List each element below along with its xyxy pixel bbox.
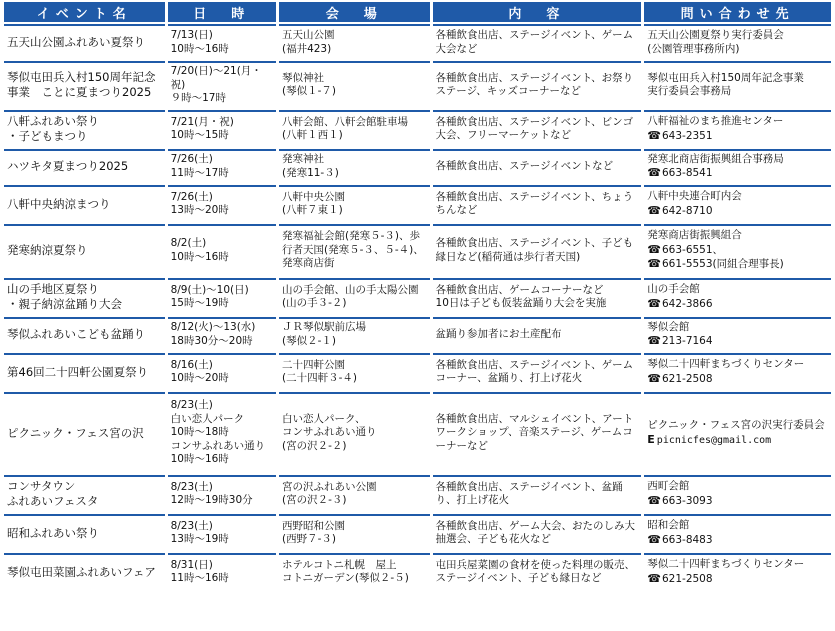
- event-venue-cell: 五天山公園 (福井423): [279, 24, 430, 59]
- event-content-cell: 盆踊り参加者にお土産配布: [433, 317, 642, 351]
- event-venue-cell: 発寒福祉会館(発寒５-３)、歩行者天国(発寒５-３、５-４)、発寒商店街: [279, 224, 430, 276]
- table-row: [4, 392, 831, 473]
- contact-org-line: 発寒北商店街振興組合事務局: [647, 152, 784, 165]
- phone-number: 663-3093: [661, 494, 713, 507]
- phone-icon: ☎: [647, 203, 661, 217]
- event-name-cell: 琴似ふれあいこども盆踊り: [4, 317, 165, 351]
- event-venue-cell: 白い恋人パーク、 コンサふれあい通り (宮の沢２-２): [279, 392, 430, 473]
- contact-org-line: ピクニック・フェス宮の沢実行委員会: [647, 419, 825, 431]
- contact-phone: [647, 334, 828, 349]
- contact-org-line: 実行委員会事務局: [647, 85, 732, 98]
- table-body: [4, 24, 831, 590]
- contact-phone: [647, 166, 828, 181]
- event-venue-cell: 八軒中央公園 (八軒７東１): [279, 185, 430, 222]
- event-contact-cell: [644, 224, 831, 276]
- phone-number: 621-2508: [661, 372, 713, 385]
- event-name-cell: 琴似屯田兵入村150周年記念事業 ことに夏まつり2025: [4, 61, 165, 108]
- header-date: 日 時: [168, 2, 276, 22]
- contact-org-line: 八軒中央連合町内会: [647, 190, 742, 202]
- event-name-cell: 五天山公園ふれあい夏祭り: [4, 24, 165, 59]
- contact-org-line: 山の手会館: [647, 283, 700, 295]
- table-row: [4, 475, 831, 512]
- event-name-cell: ピクニック・フェス宮の沢: [4, 392, 165, 473]
- contact-phone: [647, 129, 828, 144]
- events-table: [1, 0, 834, 592]
- event-content-cell: 各種飲食出店、ステージイベント、盆踊り、打上げ花火: [433, 475, 642, 512]
- phone-number: 621-2508: [661, 572, 713, 585]
- contact-org-line: 五天山公園夏祭り実行委員会: [647, 29, 784, 41]
- email-address[interactable]: picnicfes@gmail.com: [656, 434, 772, 446]
- event-date-cell: 7/20(日)～21(月・祝) ９時～17時: [168, 61, 276, 108]
- event-content-cell: 各種飲食出店、ステージイベントなど: [433, 149, 642, 183]
- event-contact-cell: [644, 317, 831, 351]
- phone-icon: ☎: [647, 532, 661, 546]
- email-icon: E: [647, 432, 655, 446]
- contact-org-line: 琴似二十四軒まちづくりセンター: [647, 558, 805, 570]
- phone-number: 663-6551、: [661, 243, 724, 256]
- contact-email: [647, 433, 828, 448]
- phone-number: 642-3866: [661, 297, 713, 310]
- event-contact-cell: [644, 514, 831, 551]
- event-content-cell: 各種飲食出店、マルシェイベント、アートワークショップ、音楽ステージ、ゲームコーナーなど: [433, 392, 642, 473]
- event-name-cell: 昭和ふれあい祭り: [4, 514, 165, 551]
- table-row: [4, 553, 831, 590]
- header-contact: 問い合わせ先: [644, 2, 831, 22]
- event-content-cell: 各種飲食出店、ステージイベント、ゲーム大会など: [433, 24, 642, 59]
- event-content-cell: 各種飲食出店、ステージイベント、お祭りステージ、キッズコーナーなど: [433, 61, 642, 108]
- event-contact-cell: [644, 149, 831, 183]
- event-content-cell: 各種飲食出店、ステージイベント、ちょうちんなど: [433, 185, 642, 222]
- contact-org-line: 昭和会館: [647, 519, 690, 531]
- event-date-cell: 8/31(日) 11時～16時: [168, 553, 276, 590]
- event-content-cell: 屯田兵屋菜園の食材を使った料理の販売、ステージイベント、子ども縁日など: [433, 553, 642, 590]
- phone-number: 663-8541: [661, 167, 713, 179]
- event-venue-cell: 二十四軒公園 (二十四軒３-４): [279, 353, 430, 390]
- contact-org-line: 琴似屯田兵入村150周年記念事業: [647, 71, 804, 84]
- phone-icon: ☎: [647, 334, 661, 347]
- contact-phone: [647, 572, 828, 587]
- event-content-cell: 各種飲食出店、ゲーム大会、おたのしみ大抽選会、子ども花火など: [433, 514, 642, 551]
- event-content-cell: 各種飲食出店、ステージイベント、ゲームコーナー、盆踊り、打上げ花火: [433, 353, 642, 390]
- phone-icon: ☎: [647, 257, 661, 271]
- event-date-cell: 8/23(土) 13時～19時: [168, 514, 276, 551]
- event-contact-cell: [644, 24, 831, 59]
- phone-icon: ☎: [647, 296, 661, 310]
- event-contact-cell: [644, 110, 831, 147]
- event-name-cell: 第46回二十四軒公園夏祭り: [4, 353, 165, 390]
- event-date-cell: 7/26(土) 13時～20時: [168, 185, 276, 222]
- event-date-cell: 8/2(土) 10時～16時: [168, 224, 276, 276]
- header-content: 内 容: [433, 2, 642, 22]
- event-venue-cell: ホテルコトニ札幌 屋上 コトニガーデン(琴似２-５): [279, 553, 430, 590]
- phone-icon: ☎: [647, 571, 661, 585]
- event-name-cell: 八軒ふれあい祭り ・子どもまつり: [4, 110, 165, 147]
- table-row: [4, 149, 831, 183]
- event-contact-cell: [644, 475, 831, 512]
- event-name-cell: 発寒納涼夏祭り: [4, 224, 165, 276]
- contact-phone: [647, 372, 828, 387]
- event-date-cell: 7/13(日) 10時～16時: [168, 24, 276, 59]
- event-date-cell: 8/9(土)～10(日) 15時～19時: [168, 278, 276, 315]
- phone-icon: ☎: [647, 128, 661, 142]
- contact-phone: [647, 257, 828, 272]
- table-row: [4, 110, 831, 147]
- event-venue-cell: 八軒会館、八軒会館駐車場 (八軒１西１): [279, 110, 430, 147]
- header-venue: 会 場: [279, 2, 430, 22]
- table-row: [4, 514, 831, 551]
- table-row: [4, 24, 831, 59]
- phone-number: 642-8710: [661, 204, 713, 217]
- event-date-cell: 7/21(月・祝) 10時～15時: [168, 110, 276, 147]
- event-venue-cell: ＪＲ琴似駅前広場 (琴似２-１): [279, 317, 430, 351]
- contact-phone: [647, 533, 828, 548]
- event-date-cell: 8/23(土) 白い恋人パーク 10時～18時 コンサふれあい通り 10時～16時: [168, 392, 276, 473]
- event-venue-cell: 山の手会館、山の手太陽公園 (山の手３-２): [279, 278, 430, 315]
- phone-icon: ☎: [647, 371, 661, 385]
- contact-phone: [647, 204, 828, 219]
- header-row: [4, 2, 831, 22]
- event-name-cell: 琴似屯田菜園ふれあいフェア: [4, 553, 165, 590]
- event-date-cell: 8/16(土) 10時～20時: [168, 353, 276, 390]
- event-name-cell: ハツキタ夏まつり2025: [4, 149, 165, 183]
- table-row: [4, 278, 831, 315]
- table-row: [4, 317, 831, 351]
- table-row: [4, 185, 831, 222]
- event-name-cell: 八軒中央納涼まつり: [4, 185, 165, 222]
- phone-number: 643-2351: [661, 129, 713, 142]
- contact-phone: [647, 297, 828, 312]
- phone-icon: ☎: [647, 166, 661, 179]
- contact-org-line: 琴似会館: [647, 320, 690, 333]
- event-contact-cell: [644, 185, 831, 222]
- event-date-cell: 7/26(土) 11時～17時: [168, 149, 276, 183]
- event-content-cell: 各種飲食出店、ステージイベント、ビンゴ大会、フリーマーケットなど: [433, 110, 642, 147]
- phone-number: 661-5553(同組合理事長): [661, 258, 784, 271]
- event-date-cell: 8/12(火)～13(水) 18時30分～20時: [168, 317, 276, 351]
- contact-org-line: 八軒福祉のまち推進センター: [647, 115, 784, 127]
- contact-org-line: 琴似二十四軒まちづくりセンター: [647, 358, 805, 370]
- event-contact-cell: [644, 353, 831, 390]
- event-venue-cell: 琴似神社 (琴似１-７): [279, 61, 430, 108]
- event-contact-cell: [644, 553, 831, 590]
- event-contact-cell: [644, 392, 831, 473]
- table-row: [4, 353, 831, 390]
- event-venue-cell: 発寒神社 (発寒11-３): [279, 149, 430, 183]
- phone-number: 663-8483: [661, 533, 713, 546]
- contact-org-line: 西町会館: [647, 480, 690, 492]
- event-contact-cell: [644, 61, 831, 108]
- phone-icon: ☎: [647, 493, 661, 507]
- contact-org-line: (公園管理事務所内): [647, 42, 740, 55]
- contact-phone: [647, 494, 828, 509]
- phone-icon: ☎: [647, 242, 661, 256]
- event-contact-cell: [644, 278, 831, 315]
- event-venue-cell: 宮の沢ふれあい公園 (宮の沢２-３): [279, 475, 430, 512]
- event-name-cell: コンサタウン ふれあいフェスタ: [4, 475, 165, 512]
- event-date-cell: 8/23(土) 12時～19時30分: [168, 475, 276, 512]
- table-row: [4, 224, 831, 276]
- contact-org-line: 発寒商店街振興組合: [647, 229, 742, 242]
- header-event: イベント名: [4, 2, 165, 22]
- table-row: [4, 61, 831, 108]
- event-content-cell: 各種飲食出店、ステージイベント、子ども縁日など(稲荷通は歩行者天国): [433, 224, 642, 276]
- event-content-cell: 各種飲食出店、ゲームコーナーなど 10日は子ども仮装盆踊り大会を実施: [433, 278, 642, 315]
- contact-phone: [647, 243, 828, 258]
- event-name-cell: 山の手地区夏祭り ・親子納涼盆踊り大会: [4, 278, 165, 315]
- phone-number: 213-7164: [661, 335, 713, 347]
- event-venue-cell: 西野昭和公園 (西野７-３): [279, 514, 430, 551]
